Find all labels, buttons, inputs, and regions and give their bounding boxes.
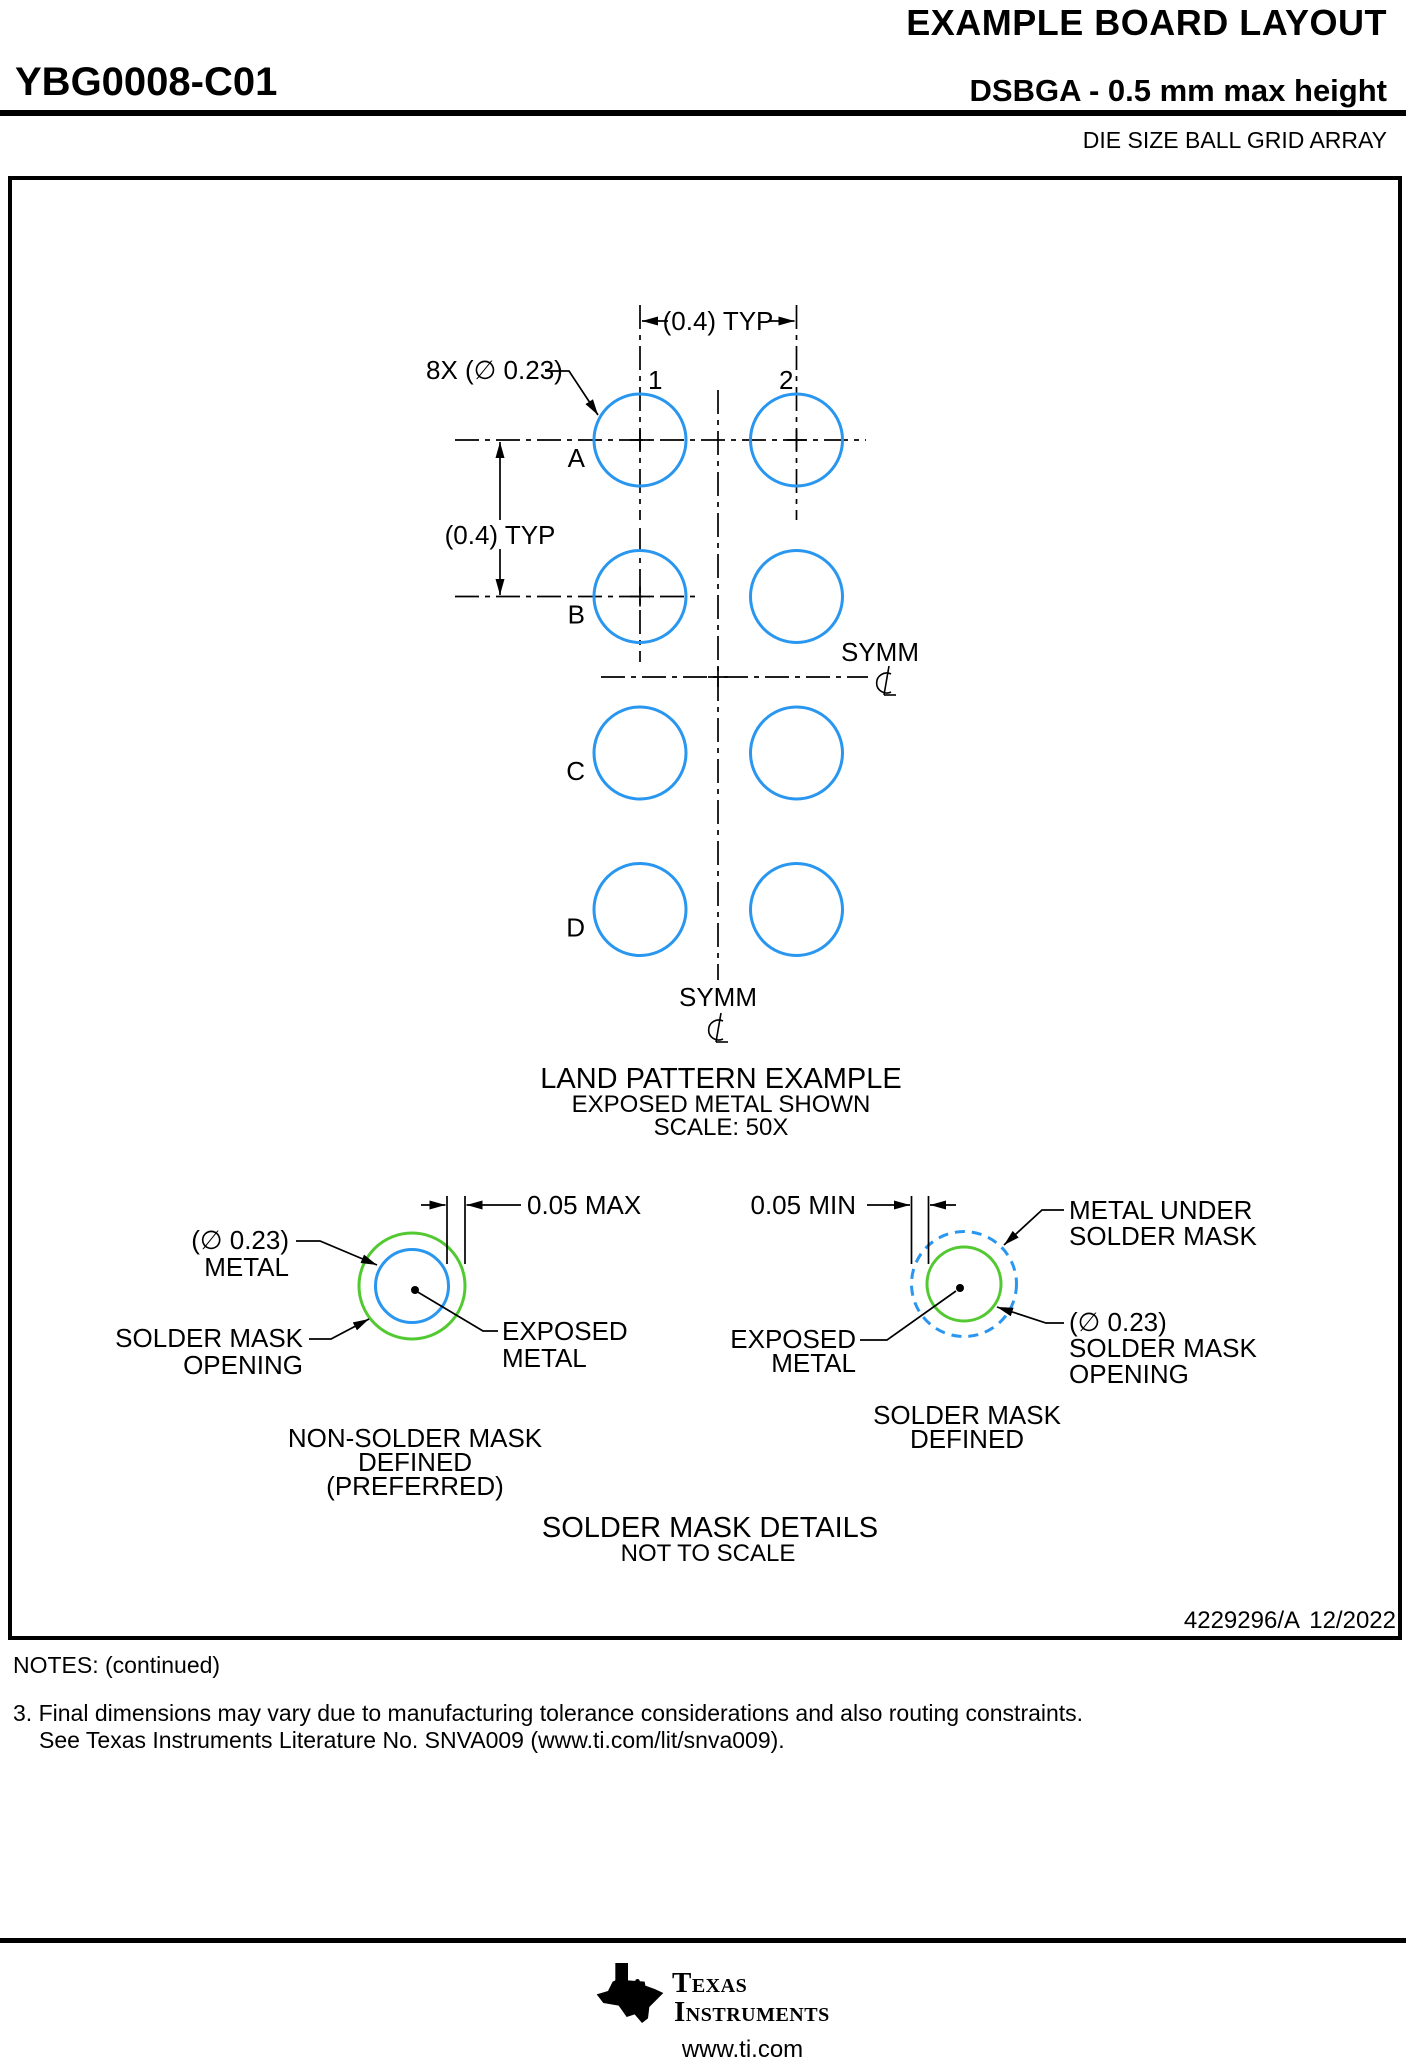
row-label-b: B — [567, 599, 585, 630]
note-3-line1: 3. Final dimensions may vary due to manufacturing tolerance considerations and also routing constraints. — [13, 1700, 1084, 1726]
smd-opening-leader — [997, 1307, 1064, 1323]
smd-metal-under-1: METAL UNDER — [1069, 1195, 1253, 1225]
pitch-dim-top: (0.4) TYP — [662, 306, 774, 336]
col-label-1: 1 — [648, 365, 663, 395]
pad-c1 — [594, 707, 686, 799]
metal-pad-circle — [376, 1250, 449, 1323]
pad-d2 — [751, 864, 843, 956]
smd-metal-under-leader — [1004, 1210, 1064, 1245]
smd-opening-callout-1: (∅ 0.23) — [1069, 1307, 1167, 1337]
package-code: YBG0008-C01 — [15, 60, 278, 104]
drawing-number: 4229296/A — [1183, 1607, 1300, 1634]
land-pattern-subtitle: EXPOSED METAL SHOWN — [571, 1091, 871, 1118]
nsmd-caption-1: NON-SOLDER MASK — [287, 1423, 543, 1453]
nsmd-metal-callout-2: METAL — [204, 1252, 289, 1282]
smd-caption-1: SOLDER MASK — [873, 1400, 1061, 1430]
centerline-symbol-right — [877, 666, 896, 695]
brand-name-line2: Instruments — [674, 1996, 830, 2028]
nsmd-opening-leader — [309, 1319, 369, 1339]
centerline-symbol-bottom — [709, 1013, 728, 1042]
symm-label-bottom: SYMM — [679, 982, 757, 1012]
nsmd-gap-dim: 0.05 MAX — [527, 1190, 642, 1220]
solder-mask-details-subtitle: NOT TO SCALE — [620, 1540, 796, 1567]
smd-exposed-2: METAL — [771, 1348, 856, 1378]
nsmd-caption-3: (PREFERRED) — [326, 1471, 504, 1501]
pad-d1 — [594, 864, 686, 956]
nsmd-detail-figure — [115, 1190, 641, 1501]
symm-label-right: SYMM — [841, 637, 919, 667]
pad-c2 — [751, 707, 843, 799]
row-label-a: A — [567, 443, 585, 473]
smd-opening-circle — [927, 1247, 1001, 1321]
nsmd-exposed-leader — [416, 1291, 498, 1331]
land-pattern-scale: SCALE: 50X — [653, 1114, 789, 1141]
smd-caption-2: DEFINED — [909, 1424, 1025, 1454]
nsmd-exposed-1: EXPOSED — [502, 1316, 628, 1346]
nsmd-exposed-2: METAL — [502, 1343, 587, 1373]
pitch-dim-left: (0.4) TYP — [444, 520, 556, 550]
pad-b2 — [751, 551, 843, 643]
smd-opening-callout-3: OPENING — [1069, 1359, 1189, 1389]
nsmd-opening-callout-2: OPENING — [183, 1350, 303, 1380]
land-pattern-figure — [426, 305, 919, 1141]
nsmd-metal-callout-1: (∅ 0.23) — [191, 1225, 289, 1255]
smd-metal-under-2: SOLDER MASK — [1069, 1221, 1257, 1251]
package-description: DSBGA - 0.5 mm max height — [969, 73, 1387, 108]
smd-gap-dim: 0.05 MIN — [750, 1190, 856, 1220]
gap-gauge-lines — [447, 1196, 465, 1264]
pad-callout: 8X (∅ 0.23) — [426, 355, 563, 385]
land-pattern-title: LAND PATTERN EXAMPLE — [540, 1063, 902, 1095]
smd-detail-figure — [730, 1190, 1257, 1454]
nsmd-caption-2: DEFINED — [357, 1447, 473, 1477]
row-label-d: D — [566, 912, 585, 943]
package-family: DIE SIZE BALL GRID ARRAY — [1082, 127, 1387, 153]
footer-rule — [0, 1938, 1406, 1943]
col-label-2: 2 — [779, 365, 794, 395]
center-dot — [956, 1284, 964, 1292]
nsmd-opening-callout-1: SOLDER MASK — [115, 1323, 303, 1353]
brand-url: www.ti.com — [681, 2036, 804, 2062]
ti-logo-icon — [595, 1963, 665, 2023]
ti-emblem-text: ti — [622, 1973, 640, 2008]
solder-mask-details-title: SOLDER MASK DETAILS — [541, 1512, 879, 1544]
page-title: EXAMPLE BOARD LAYOUT — [906, 2, 1387, 43]
revision-date: 12/2022 — [1309, 1607, 1396, 1634]
smd-opening-callout-2: SOLDER MASK — [1069, 1333, 1257, 1363]
notes-heading: NOTES: (continued) — [13, 1652, 221, 1678]
brand-name-line1: Texas — [672, 1967, 748, 1999]
row-label-c: C — [566, 756, 585, 786]
note-3-line2: See Texas Instruments Literature No. SNVA009 (www.ti.com/lit/snva009). — [39, 1727, 785, 1753]
smd-exposed-1: EXPOSED — [730, 1324, 856, 1354]
